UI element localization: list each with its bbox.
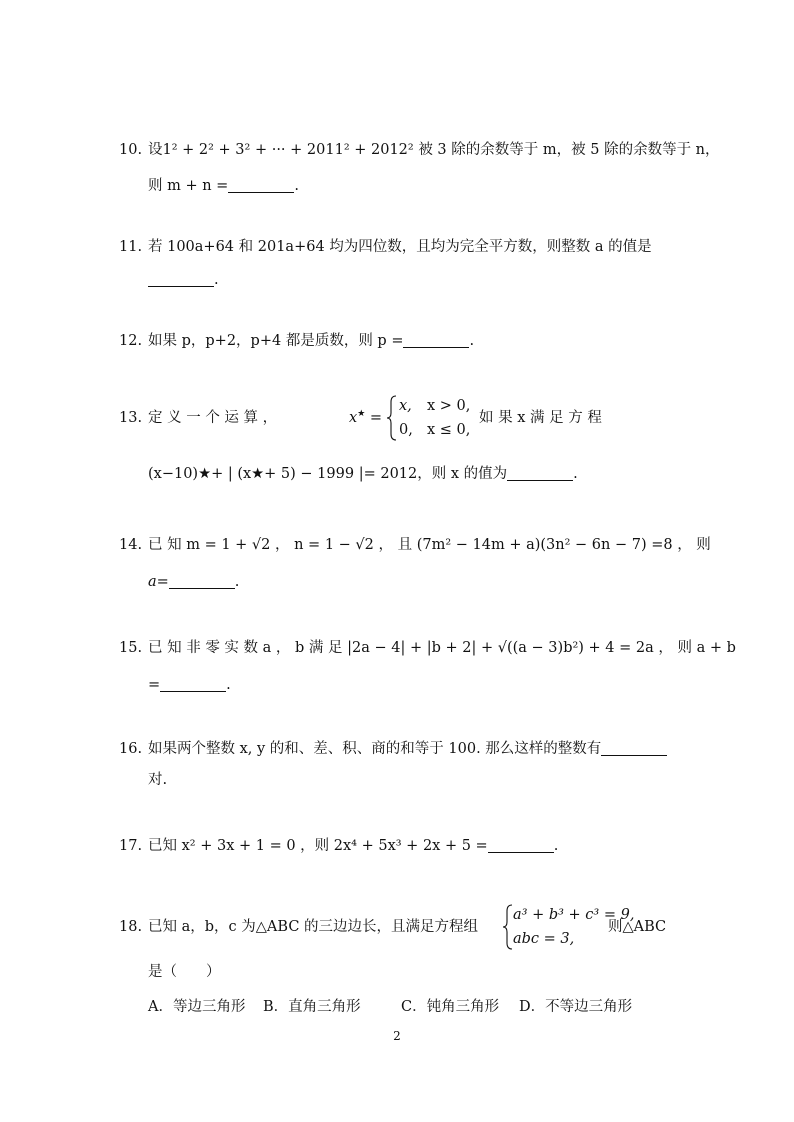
question-stem [148,739,667,759]
question-line-2 [148,176,299,196]
question-stem: 若 100a+64 和 201a+64 均为四位数，且均为完全平方数，则整数 a 的值是 [148,239,652,255]
option-a[interactable]: A．等边三角形 [148,999,246,1015]
answer-blank[interactable] [507,466,573,481]
system-equation-1: a³ + b³ + c³ = 9, [513,907,635,923]
question-stem [148,836,558,856]
answer-blank[interactable] [160,677,226,692]
answer-blank[interactable] [601,741,667,756]
sum-expression: 设1² + 2² + 3² + ··· + 2011² + 2012² [148,142,414,158]
question-text: 如果 p，p+2，p+4 都是质数，则 p = [148,333,404,349]
operator-symbol: x★ = [349,409,383,426]
question-line-2 [148,270,219,290]
answer-options [148,997,632,1017]
question-text: 则 m + n = [148,178,229,194]
period: . [214,272,219,288]
answer-blank[interactable] [148,272,214,287]
period: . [294,178,299,194]
case-1-condition: x > 0, [427,398,471,414]
question-text: = [148,677,161,693]
question-number: 11. [119,239,143,255]
question-stem: 已 知 m = 1 + √2 ， n = 1 − √2 ， 且 (7m² − 14m + a)(3n² − 6n − 7) =8 ， 则 [148,537,711,553]
option-b[interactable]: B．直角三角形 [263,999,361,1015]
question-line-2 [148,675,231,695]
option-c[interactable]: C．钝角三角形 [401,999,500,1015]
case-2-condition: x ≤ 0, [427,422,471,438]
period: . [234,574,240,590]
question-number: 16. [119,741,143,757]
system-equation-2: abc = 3, [513,931,575,947]
question-text: a= [148,574,169,590]
question-number: 10. [119,142,143,158]
question-stem: 已 知 非 零 实 数 a ， b 满 足 |2a − 4| + |b + 2| + √((a − 3)b²) + 4 = 2a ， 则 a + b [148,640,736,656]
question-number: 18. [119,919,143,935]
answer-blank[interactable] [169,574,235,589]
question-prefix: 已知 a，b，c 为△ABC 的三边边长，且满足方程组 [148,919,479,935]
question-stem [148,140,720,160]
period: . [553,838,559,854]
question-text: 已知 x² + 3x + 1 = 0 ，则 2x⁴ + 5x³ + 2x + 5 = [148,838,488,854]
question-text: 如 果 x 满 足 方 程 [479,410,602,426]
question-line-2 [148,572,239,592]
left-brace [387,395,397,441]
option-d[interactable]: D．不等边三角形 [519,999,633,1015]
equation: (x−10)★+ | (x★+ 5) − 1999 |= 2012，则 x 的值为 [148,466,508,482]
case-2-value: 0, [399,422,413,438]
answer-blank[interactable] [403,333,469,348]
answer-blank[interactable] [228,178,294,193]
question-line-2 [148,464,578,484]
question-text: 被 3 除的余数等于 m，被 5 除的余数等于 n， [418,142,720,158]
case-1-value: x, [399,398,412,414]
page-number: 2 [393,1029,401,1043]
period: . [573,466,578,482]
question-line-2: 是（ ） [148,964,221,980]
question-text: 则△ABC [608,919,667,935]
period: . [226,677,231,693]
question-number: 13. [119,410,143,426]
question-stem [148,331,474,351]
question-number: 14. [119,537,143,553]
question-text: 如果两个整数 x, y 的和、差、积、商的和等于 100. 那么这样的整数有 [148,741,602,757]
question-number: 12. [119,333,143,349]
question-number: 17. [119,838,143,854]
left-brace [503,904,513,950]
question-line-2: 对. [148,772,168,788]
question-number: 15. [119,640,143,656]
period: . [469,333,475,349]
answer-blank[interactable] [488,838,554,853]
question-prefix: 定 义 一 个 运 算 ， [148,410,278,426]
